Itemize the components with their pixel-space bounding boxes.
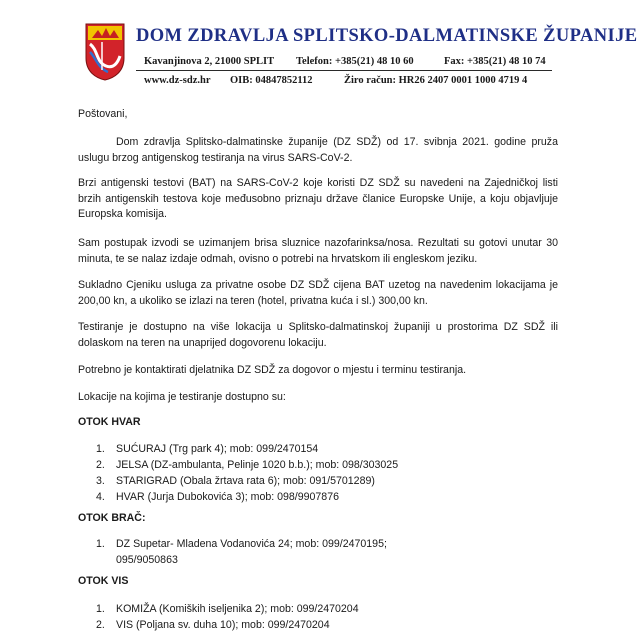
address: Kavanjinova 2, 21000 SPLIT [144, 56, 275, 67]
list-item: 2. VIS (Poljana sv. duha 10); mob: 099/2470204 [96, 619, 330, 631]
paragraph-3: Sam postupak izvodi se uzimanjem brisa sluznice nazofarinksa/nosa. Rezultati su gotovi unutar 30 minuta, te se nalaz izdaje odmah, ovisno o potrebi na hrvatskom ili engleskom jeziku. [78, 237, 558, 265]
oib: OIB: 04847852112 [230, 75, 313, 86]
section-heading-vis: OTOK VIS [78, 575, 129, 587]
section-heading-hvar: OTOK HVAR [78, 416, 141, 428]
letterhead-divider [136, 70, 552, 71]
location-list-hvar [96, 441, 398, 505]
paragraph-4: Sukladno Cjeniku usluga za privatne osobe DZ SDŽ cijena BAT uzetog na navedenim lokacijama je 200,00 kn, a ukoliko se izlazi na teren (hotel, privatna kuća i sl.) 300,00 kn. [78, 279, 558, 307]
paragraph-7: Lokacije na kojima je testiranje dostupno su: [78, 391, 286, 403]
paragraph-5: Testiranje je dostupno na više lokacija u Splitsko-dalmatinskoj županiji u prostorima DZ SDŽ ili dolaskom na teren na unaprijed dogovorenu lokaciju. [78, 321, 558, 349]
list-item: 3. STARIGRAD (Obala žrtava rata 6); mob: 091/5701289) [96, 475, 375, 487]
list-item: 1. SUĆURAJ (Trg park 4); mob: 099/2470154 [96, 443, 319, 455]
organization-name: DOM ZDRAVLJA SPLITSKO-DALMATINSKE ŽUPANIJE [136, 26, 638, 46]
location-list-brac [96, 536, 436, 568]
salutation: Poštovani, [78, 108, 128, 120]
phone: Telefon: +385(21) 48 10 60 [296, 56, 414, 67]
paragraph-2: Brzi antigenski testovi (BAT) na SARS-CoV-2 koje koristi DZ SDŽ su navedeni na Zajedničkoj listi brzih antigenskih testova koje međusobno priznaju države članice Europske Unije, a koju objavljuje Europska komisija. [78, 177, 558, 220]
giro-account: Žiro račun: HR26 2407 0001 1000 4719 4 [344, 75, 528, 86]
list-item: 1. KOMIŽA (Komiških iseljenika 2); mob: 099/2470204 [96, 603, 359, 615]
paragraph-1: Dom zdravlja Splitsko-dalmatinske županije (DZ SDŽ) od 17. svibnja 2021. godine pruža uslugu brzog antigenskog testiranja na virus SARS-CoV-2. [78, 136, 558, 164]
section-heading-brac: OTOK BRAČ: [78, 512, 146, 524]
organization-logo [84, 22, 126, 82]
list-item: 1. DZ Supetar- Mladena Vodanovića 24; mob: 099/2470195; 095/9050863 [96, 538, 387, 566]
fax: Fax: +385(21) 48 10 74 [444, 56, 546, 67]
location-list-vis [96, 601, 359, 633]
paragraph-6: Potrebno je kontaktirati djelatnika DZ SDŽ za dogovor o mjestu i terminu testiranja. [78, 364, 467, 376]
list-item: 4. HVAR (Jurja Dubokovića 3); mob: 098/9907876 [96, 491, 339, 503]
website: www.dz-sdz.hr [144, 75, 211, 86]
list-item: 2. JELSA (DZ-ambulanta, Pelinje 1020 b.b.); mob: 098/303025 [96, 459, 399, 471]
